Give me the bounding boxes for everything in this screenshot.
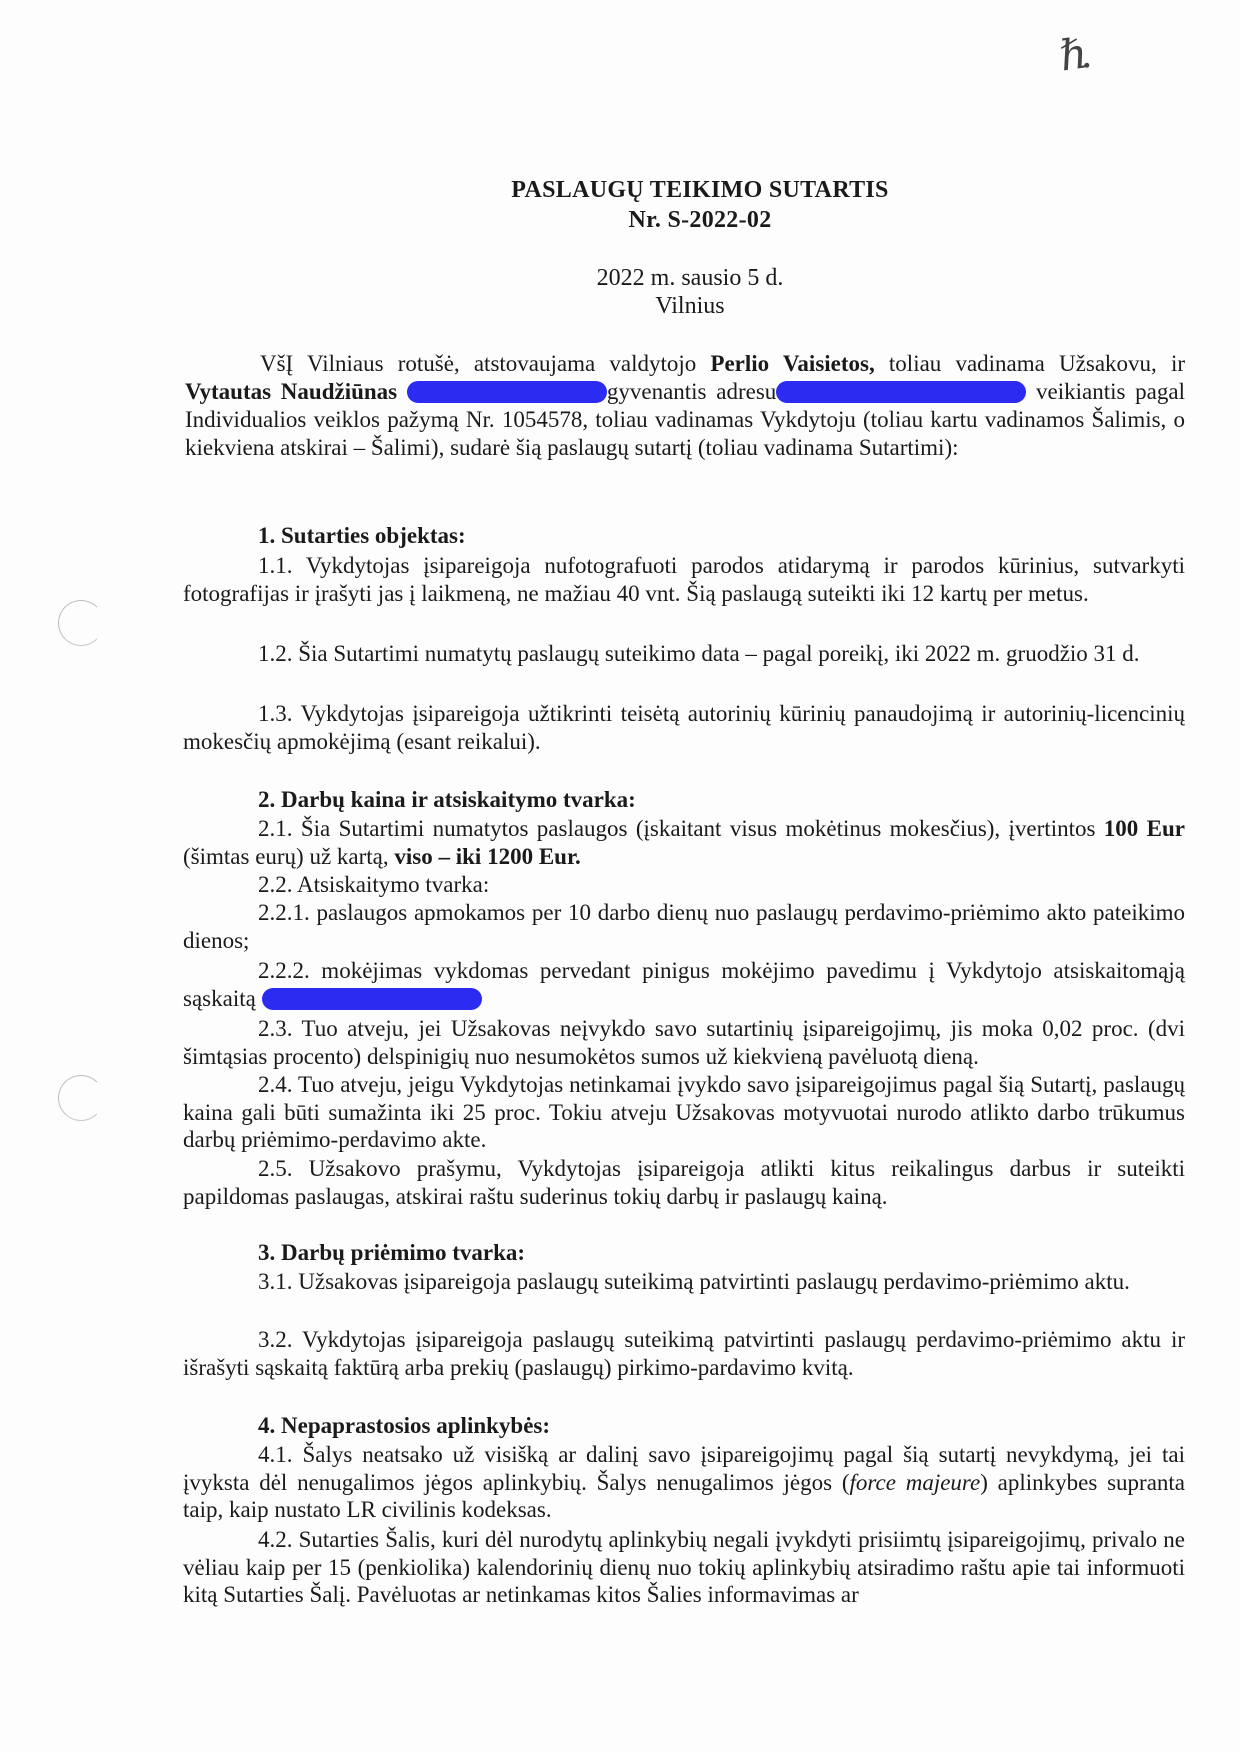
intro-text-3: gyvenantis adresu [606, 379, 777, 404]
contract-number: Nr. S-2022-02 [628, 207, 772, 233]
intro-text-4: veikiantis pagal Individualios veiklos pažymą Nr. 1054578, toliau vadinamas Vykdytoju (toliau kartu vadinamos Šalimis, o kiekviena atskirai – Šalimi), sudarė šią paslaugų sutartį (toliau vadinama Sutartimi): [185, 379, 1185, 460]
intro-text-2: toliau vadinama Užsakovu, ir [874, 351, 1185, 376]
clause-1-3: 1.3. Vykdytojas įsipareigoja užtikrinti teisėtą autorinių kūrinių panaudojimą ir autorinių-licencinių mokesčių apmokėjimą (esant reikalui). [183, 701, 1185, 754]
clause-2-4: 2.4. Tuo atveju, jeigu Vykdytojas netinkamai įvykdo savo įsipareigojimus pagal šią Sutartį, paslaugų kaina gali būti sumažinta iki 25 proc. Tokiu atveju Užsakovas motyvuotai nurodo atlikto darbo trūkumus darbų priėmimo-perdavimo akte. [183, 1072, 1185, 1152]
clause-4-1 [183, 1441, 1185, 1524]
clause-2-2-2 [183, 957, 1185, 1012]
clause-1-1: 1.1. Vykdytojas įsipareigoja nufotografuoti parodos atidarymą ir parodos kūrinius, sutvarkyti fotografijas ir įrašyti jas į laikmeną, ne mažiau 40 vnt. Šią paslaugą suteikti iki 12 kartų per metus. [183, 553, 1185, 606]
clause-4-1-text-2: ) aplinkybes supranta taip, kaip nustato LR civilinis kodeksas. [183, 1469, 1186, 1522]
punch-hole-mark-top [58, 600, 104, 646]
clause-2-2-1: 2.2.1. paslaugos apmokamos per 10 darbo dienų nuo paslaugų perdavimo-priėmimo akto pateikimo dienos; [183, 900, 1185, 953]
redaction-bar [262, 988, 482, 1010]
intro-text-1: VšĮ Vilniaus rotušė, atstovaujama valdytojo [260, 351, 711, 376]
section-2-heading: 2. Darbų kaina ir atsiskaitymo tvarka: [258, 787, 636, 812]
clause-2-1 [183, 815, 1185, 870]
redaction-bar [776, 381, 1026, 403]
price-per-session: 100 Eur [1103, 816, 1186, 841]
clause-4-1-text: 4.1. Šalys neatsako už visišką ar dalinį savo įsipareigojimų pagal šią sutartį nevykdymą, jei tai įvyksta dėl nenugalimos jėgos aplinkybių. Šalys nenugalimos jėgos ( [183, 1442, 1185, 1495]
section-4-heading: 4. Nepaprastosios aplinkybės: [258, 1413, 551, 1438]
clause-2-1-text: 2.1. Šia Sutartimi numatytos paslaugos (įskaitant visus mokėtinus mokesčius), įvertintos [258, 816, 1104, 841]
redaction-bar [407, 381, 607, 403]
punch-hole-mark-bottom [58, 1075, 104, 1121]
clause-2-5: 2.5. Užsakovo prašymu, Vykdytojas įsipareigoja atlikti kitus reikalingus darbus ir suteikti papildomas paslaugas, atskirai raštu suderinus tokių darbų ir paslaugų kainą. [183, 1156, 1185, 1209]
clause-3-2: 3.2. Vykdytojas įsipareigoja paslaugų suteikimą patvirtinti paslaugų perdavimo-priėmimo aktu ir išrašyti sąskaitą faktūrą arba prekių (paslaugų) pirkimo-pardavimo kvitą. [183, 1327, 1185, 1380]
section-1-heading: 1. Sutarties objektas: [258, 523, 466, 548]
contract-date: 2022 m. sausio 5 d. [596, 265, 784, 291]
price-total: viso – iki 1200 Eur. [394, 843, 581, 869]
contract-title: PASLAUGŲ TEIKIMO SUTARTIS [511, 177, 889, 203]
clause-2-3: 2.3. Tuo atveju, jei Užsakovas neįvykdo savo sutartinių įsipareigojimų, jis moka 0,02 proc. (dvi šimtąsias procento) delspinigių nuo nesumokėtos sumos už kiekvieną pavėluotą dieną. [183, 1016, 1185, 1069]
clause-2-2-2-text: 2.2.2. mokėjimas vykdomas pervedant pinigus mokėjimo pavedimu į Vykdytojo atsiskaitomąją sąskaitą [183, 958, 1185, 1011]
force-majeure-term: force majeure [849, 1469, 981, 1495]
clause-2-2: 2.2. Atsiskaitymo tvarka: [258, 872, 490, 897]
clause-1-2: 1.2. Šia Sutartimi numatytų paslaugų suteikimo data – pagal poreikį, iki 2022 m. gruodžio 31 d. [258, 641, 1140, 666]
intro-paragraph [185, 350, 1185, 462]
contractor-name: Vytautas Naudžiūnas [185, 379, 398, 404]
clause-4-2: 4.2. Sutarties Šalis, kuri dėl nurodytų aplinkybių negali įvykdyti prisiimtų įsipareigojimų, privalo ne vėliau kaip per 15 (penkiolika) kalendorinių dienų nuo tokių aplinkybių atsiradimo raštu apie tai informuoti kitą Sutarties Šalį. Pavėluotas ar netinkamas kitos Šalies informavimas ar [183, 1527, 1185, 1607]
representative-name: Perlio Vaisietos, [710, 351, 875, 376]
contract-city: Vilnius [655, 293, 725, 319]
handwritten-initials: ℏ. [1057, 31, 1089, 81]
section-3-heading: 3. Darbų priėmimo tvarka: [258, 1240, 526, 1265]
clause-3-1: 3.1. Užsakovas įsipareigoja paslaugų suteikimą patvirtinti paslaugų perdavimo-priėmimo aktu. [258, 1269, 1130, 1294]
clause-2-1-text-2: (šimtas eurų) už kartą, [183, 843, 395, 869]
